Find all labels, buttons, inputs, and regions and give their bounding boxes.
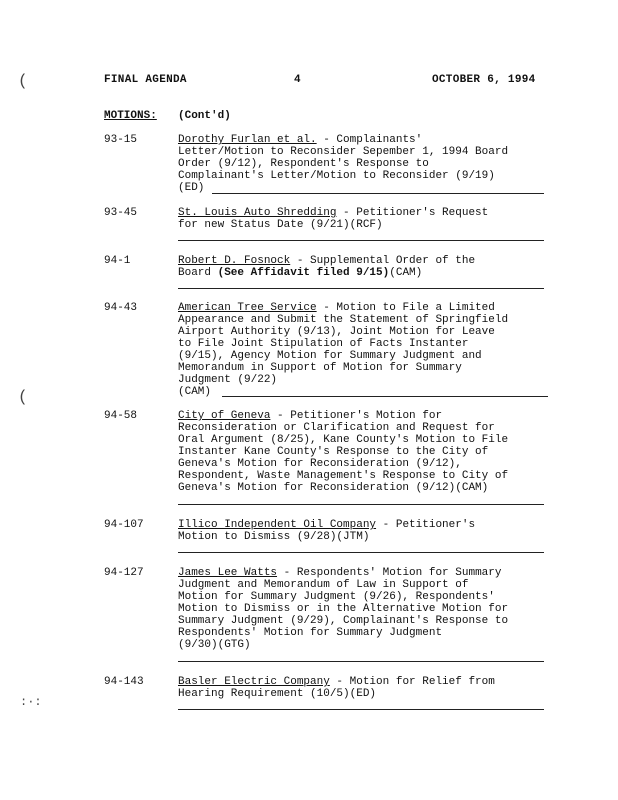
section-continued: (Cont'd)	[178, 110, 231, 122]
entry-text	[178, 410, 546, 494]
entry-line: Board	[178, 267, 218, 279]
separator-line	[178, 661, 544, 662]
entry-line: - Motion to File a Limited	[316, 302, 495, 314]
entry-text	[178, 519, 546, 543]
entry-line: - Complainants'	[316, 134, 423, 146]
entry-line: - Petitioner's Motion for	[270, 410, 443, 422]
entry-line: (9/30)(GTG)	[178, 639, 251, 651]
entry-line: Respondent, Waste Management's Response to City of	[178, 470, 509, 482]
page-number: 4	[294, 74, 301, 86]
entry-line: Order (9/12), Respondent's Response to	[178, 158, 429, 170]
entry-line: Geneva's Motion for Reconsideration (9/12),	[178, 458, 462, 470]
entry-text	[178, 676, 546, 700]
entry-text	[178, 207, 546, 231]
entry-line: Memorandum in Support of Motion for Summary	[178, 362, 462, 374]
entry-text	[178, 567, 546, 651]
separator-line	[178, 504, 544, 505]
party-name: St. Louis Auto Shredding	[178, 207, 337, 219]
agenda-date: OCTOBER 6, 1994	[432, 74, 536, 86]
entry-line: Reconsideration or Clarification and Request for	[178, 422, 495, 434]
party-name: James Lee Watts	[178, 567, 278, 579]
party-name: Illico Independent Oil Company	[178, 519, 377, 531]
entry-line: Letter/Motion to Reconsider Sepember 1, 1994 Board	[178, 146, 509, 158]
party-name: American Tree Service	[178, 302, 317, 314]
entry-line: Complainant's Letter/Motion to Reconsider (9/19)	[178, 170, 495, 182]
entry-line: Judgment (9/22)	[178, 374, 278, 386]
section-label: MOTIONS:	[104, 110, 157, 122]
entry-line: - Motion for Relief from	[329, 676, 495, 688]
entry-line: Oral Argument (8/25), Kane County's Motion to File	[178, 434, 509, 446]
entry-line: - Respondents' Motion for Summary	[277, 567, 502, 579]
docket-number: 94-58	[104, 410, 138, 422]
entry-line: Appearance and Submit the Statement of Springfield	[178, 314, 509, 326]
entry-line: Geneva's Motion for Reconsideration (9/12)(CAM)	[178, 482, 489, 494]
separator-line	[212, 193, 544, 194]
separator-line	[178, 709, 544, 710]
party-name: Basler Electric Company	[178, 676, 330, 688]
entry-text	[178, 302, 546, 398]
party-name: Robert D. Fosnock	[178, 255, 291, 267]
docket-number: 93-15	[104, 134, 138, 146]
separator-line	[178, 552, 544, 553]
entry-line: Instanter Kane County's Response to the City of	[178, 446, 489, 458]
entry-line: (CAM)	[178, 386, 212, 398]
entry-line: - Petitioner's	[376, 519, 476, 531]
entry-line: Respondents' Motion for Summary Judgment	[178, 627, 443, 639]
scan-mark: (	[18, 72, 28, 90]
scan-mark: (	[18, 388, 28, 406]
party-name: City of Geneva	[178, 410, 271, 422]
affidavit-note: (See Affidavit filed 9/15)	[217, 267, 390, 279]
docket-number: 94-143	[104, 676, 144, 688]
docket-number: 94-107	[104, 519, 144, 531]
entry-line: Hearing Requirement (10/5)(ED)	[178, 688, 377, 700]
entry-line: Summary Judgment (9/29), Complainant's Response to	[178, 615, 509, 627]
entry-line: to File Joint Stipulation of Facts Instanter	[178, 338, 469, 350]
docket-number: 93-45	[104, 207, 138, 219]
entry-line: Motion to Dismiss (9/28)(JTM)	[178, 531, 370, 543]
entry-line: (ED)	[178, 182, 205, 194]
docket-number: 94-127	[104, 567, 144, 579]
separator-line	[178, 288, 544, 289]
docket-number: 94-43	[104, 302, 138, 314]
separator-line	[178, 240, 544, 241]
entry-line: - Petitioner's Request	[336, 207, 489, 219]
entry-line: Motion for Summary Judgment (9/26), Respondents'	[178, 591, 495, 603]
entry-line: (9/15), Agency Motion for Summary Judgment and	[178, 350, 482, 362]
entry-line: - Supplemental Order of the	[290, 255, 476, 267]
entry-line: (CAM)	[389, 267, 423, 279]
scan-mark: :·:	[20, 695, 42, 709]
entry-line: for new Status Date (9/21)(RCF)	[178, 219, 383, 231]
entry-line: Judgment and Memorandum of Law in Support of	[178, 579, 469, 591]
entry-text	[178, 134, 546, 194]
agenda-title: FINAL AGENDA	[104, 74, 187, 86]
entry-line: Motion to Dismiss or in the Alternative Motion for	[178, 603, 509, 615]
docket-number: 94-1	[104, 255, 131, 267]
party-name: Dorothy Furlan et al.	[178, 134, 317, 146]
separator-line	[222, 396, 548, 397]
entry-text	[178, 255, 546, 279]
entry-line: Airport Authority (9/13), Joint Motion for Leave	[178, 326, 495, 338]
